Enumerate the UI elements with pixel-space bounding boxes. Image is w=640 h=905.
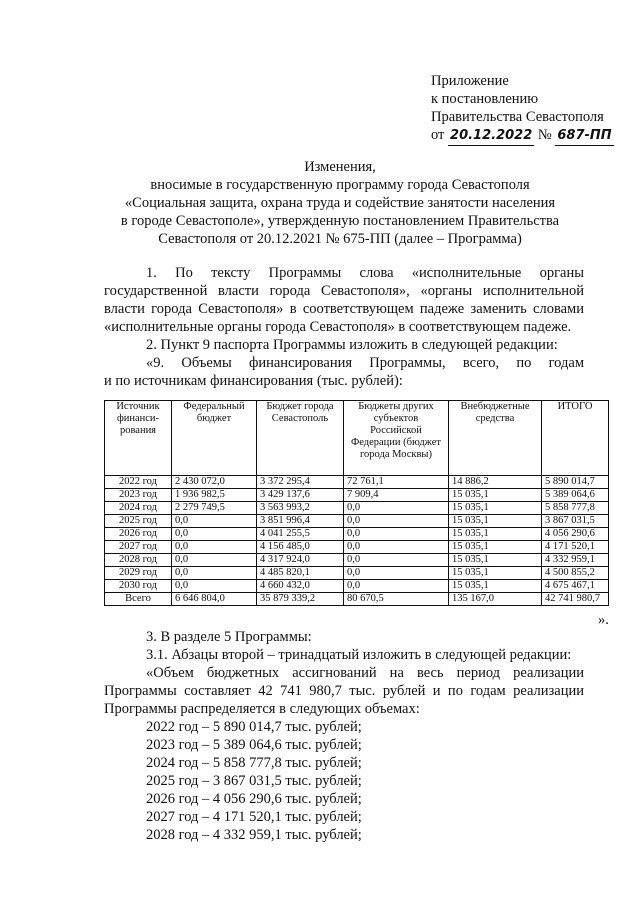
- table-cell: 0,0: [344, 541, 449, 554]
- table-cell: 15 035,1: [449, 515, 542, 528]
- table-row: [105, 489, 609, 502]
- table-cell: 15 035,1: [449, 528, 542, 541]
- table-cell: 0,0: [344, 502, 449, 515]
- table-cell: 4 660 432,0: [257, 580, 344, 593]
- list-item: 2028 год – 4 332 959,1 тыс. рублей;: [146, 827, 362, 843]
- header-extrabudgetary: Внебюджетные средства: [449, 401, 542, 476]
- paragraph-3-line-1: «9. Объемы финансирования Программы, всего, по годам: [146, 355, 584, 371]
- table-cell: 7 909,4: [344, 489, 449, 502]
- table-cell: 0,0: [172, 580, 257, 593]
- table-cell: 0,0: [172, 528, 257, 541]
- table-cell: 2026 год: [105, 528, 172, 541]
- list-item: 2023 год – 5 389 064,6 тыс. рублей;: [146, 737, 362, 753]
- table-row: [105, 554, 609, 567]
- table-cell: 2030 год: [105, 580, 172, 593]
- table-cell: Всего: [105, 593, 172, 606]
- table-cell: 2028 год: [105, 554, 172, 567]
- table-cell: 4 317 924,0: [257, 554, 344, 567]
- table-cell: 0,0: [172, 541, 257, 554]
- table-cell: 15 035,1: [449, 554, 542, 567]
- years-list: [146, 718, 362, 844]
- table-cell: 15 035,1: [449, 567, 542, 580]
- table-cell: 3 867 031,5: [542, 515, 609, 528]
- table-cell: 2024 год: [105, 502, 172, 515]
- table-cell: 3 429 137,6: [257, 489, 344, 502]
- table-row: [105, 515, 609, 528]
- table-header-row: [105, 401, 609, 476]
- title-line-3: «Социальная защита, охрана труда и содействие занятости населения: [124, 195, 556, 211]
- body-upper: [104, 264, 584, 390]
- table-cell: 0,0: [344, 580, 449, 593]
- table-cell: 135 167,0: [449, 593, 542, 606]
- table-cell: 2027 год: [105, 541, 172, 554]
- table-cell: 0,0: [344, 528, 449, 541]
- table-cell: 5 890 014,7: [542, 476, 609, 489]
- paragraph-3-line-2: и по источникам финансирования (тыс. рублей):: [104, 373, 403, 389]
- table-cell: 6 646 804,0: [172, 593, 257, 606]
- paragraph-5: 3.1. Абзацы второй – тринадцатый изложить в следующей редакции:: [146, 647, 572, 663]
- table-cell: 15 035,1: [449, 580, 542, 593]
- table-cell: 4 171 520,1: [542, 541, 609, 554]
- title-line-1: Изменения,: [304, 159, 376, 175]
- header-federal: Федеральный бюджет: [172, 401, 257, 476]
- table-cell: 2025 год: [105, 515, 172, 528]
- table-cell: 2029 год: [105, 567, 172, 580]
- table-cell: 5 389 064,6: [542, 489, 609, 502]
- paragraph-6: «Объем бюджетных ассигнований на весь период реализации Программы составляет 42 741 980,7 тыс. рублей и по годам реализации Программы распределяется в следующих объемах:: [104, 665, 584, 717]
- appendix-block: [431, 72, 614, 146]
- table-cell: 35 879 339,2: [257, 593, 344, 606]
- list-item: 2025 год – 3 867 031,5 тыс. рублей;: [146, 773, 362, 789]
- table-cell: 5 858 777,8: [542, 502, 609, 515]
- table-row: [105, 580, 609, 593]
- list-item: 2027 год – 4 171 520,1 тыс. рублей;: [146, 809, 362, 825]
- table-row: [105, 567, 609, 580]
- appendix-line-2: к постановлению: [431, 91, 539, 107]
- table-cell: 0,0: [172, 515, 257, 528]
- table-cell: 4 500 855,2: [542, 567, 609, 580]
- list-item: 2022 год – 5 890 014,7 тыс. рублей;: [146, 719, 362, 735]
- table-cell: 3 563 993,2: [257, 502, 344, 515]
- document-title: [100, 158, 580, 248]
- table-cell: 0,0: [344, 515, 449, 528]
- paragraph-1: 1. По тексту Программы слова «исполнительные органы государственной власти города Севастополя», «органы исполнительной власти города Севастополя» в соответствующем падеже заменить словами «исполнительные органы города Севастополя» в соответствующем падеже.: [104, 265, 584, 335]
- table-cell: 72 761,1: [344, 476, 449, 489]
- table-cell: 2022 год: [105, 476, 172, 489]
- list-item: 2026 год – 4 056 290,6 тыс. рублей;: [146, 791, 362, 807]
- table-cell: 15 035,1: [449, 502, 542, 515]
- table-cell: 2023 год: [105, 489, 172, 502]
- date-prefix: от: [431, 127, 445, 143]
- paragraph-4: 3. В разделе 5 Программы:: [146, 629, 312, 645]
- table-cell: 0,0: [172, 554, 257, 567]
- number-prefix: №: [537, 127, 552, 143]
- title-line-2: вносимые в государственную программу города Севастополя: [150, 177, 530, 193]
- appendix-line-3: Правительства Севастополя: [431, 109, 604, 125]
- table-row: [105, 541, 609, 554]
- table-cell: 4 056 290,6: [542, 528, 609, 541]
- appendix-line-1: Приложение: [431, 73, 509, 89]
- table-cell: 1 936 982,5: [172, 489, 257, 502]
- table-cell: 2 430 072,0: [172, 476, 257, 489]
- table-cell: 14 886,2: [449, 476, 542, 489]
- title-line-4: в городе Севастополе», утвержденную постановлением Правительства: [120, 213, 560, 229]
- table-cell: 4 332 959,1: [542, 554, 609, 567]
- header-other-subjects: Бюджеты других субъектов Российской Федерации (бюджет города Москвы): [344, 401, 449, 476]
- header-total: ИТОГО: [542, 401, 609, 476]
- table-cell: 0,0: [172, 567, 257, 580]
- table-row: [105, 476, 609, 489]
- paragraph-2: 2. Пункт 9 паспорта Программы изложить в следующей редакции:: [146, 337, 558, 353]
- list-item: 2024 год – 5 858 777,8 тыс. рублей;: [146, 755, 362, 771]
- table-cell: 4 675 467,1: [542, 580, 609, 593]
- table-cell: 2 279 749,5: [172, 502, 257, 515]
- table-cell: 42 741 980,7: [542, 593, 609, 606]
- handwritten-number: 687-ПП: [555, 127, 613, 146]
- table-cell: 0,0: [344, 567, 449, 580]
- table-total-row: [105, 593, 609, 606]
- table-cell: 80 670,5: [344, 593, 449, 606]
- header-city-budget: Бюджет города Севастополь: [257, 401, 344, 476]
- table-cell: 4 156 485,0: [257, 541, 344, 554]
- table-cell: 15 035,1: [449, 489, 542, 502]
- table-cell: 3 372 295,4: [257, 476, 344, 489]
- table-row: [105, 528, 609, 541]
- table-cell: 0,0: [344, 554, 449, 567]
- title-line-5: Севастополя от 20.12.2021 № 675-ПП (далее – Программа): [158, 231, 522, 247]
- handwritten-date: 20.12.2022: [448, 127, 534, 146]
- header-source: Источник финанси-рования: [105, 401, 172, 476]
- table-cell: 15 035,1: [449, 541, 542, 554]
- table-row: [105, 502, 609, 515]
- body-lower: [104, 628, 584, 718]
- closing-quote: ».: [598, 612, 609, 628]
- financing-table: [104, 400, 609, 606]
- table-cell: 3 851 996,4: [257, 515, 344, 528]
- table-cell: 4 041 255,5: [257, 528, 344, 541]
- appendix-date-number-line: [431, 126, 614, 146]
- table-cell: 4 485 820,1: [257, 567, 344, 580]
